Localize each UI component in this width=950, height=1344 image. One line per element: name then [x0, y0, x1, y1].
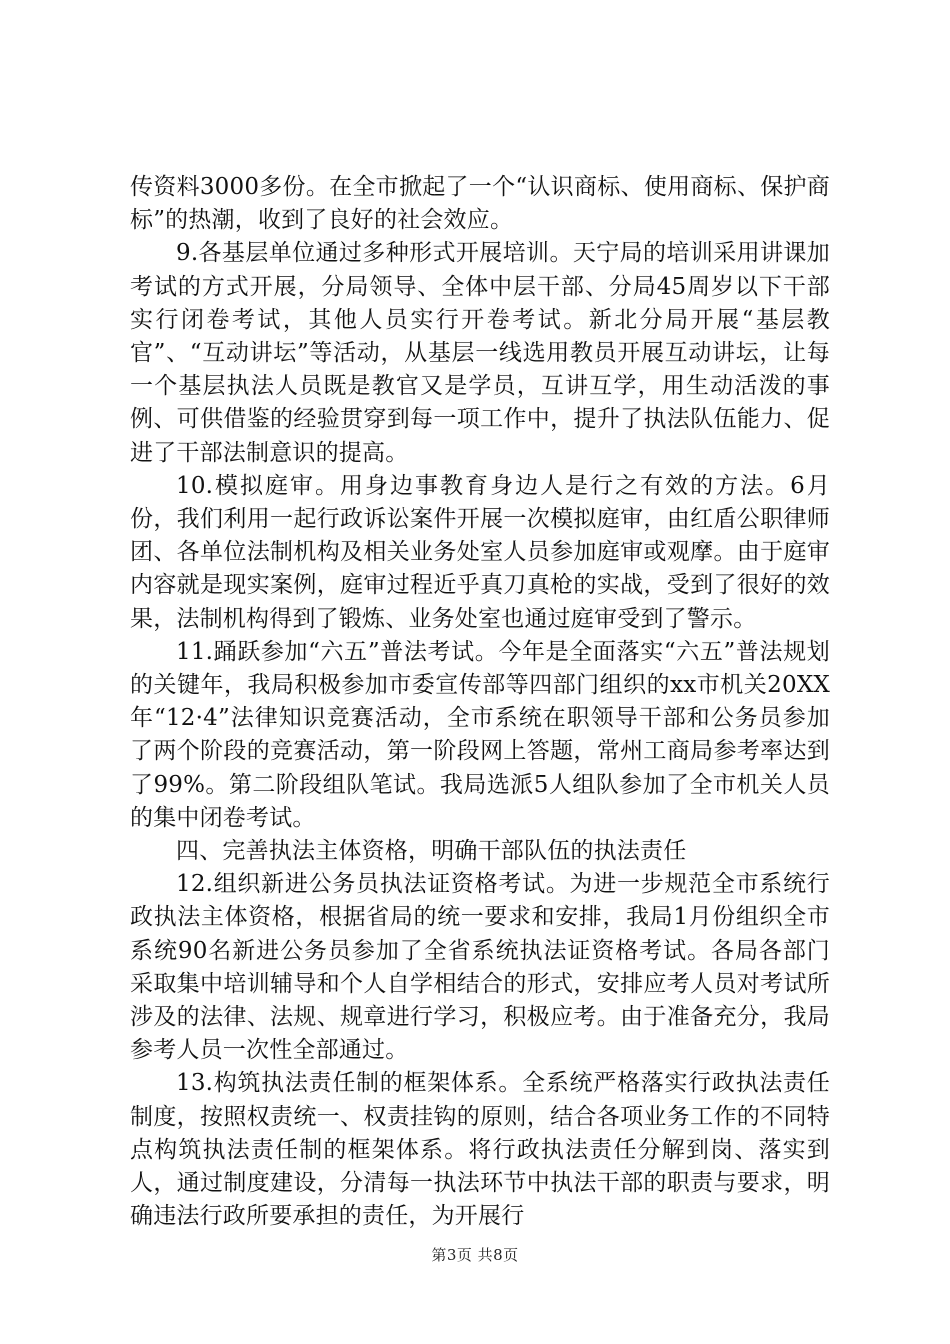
- section-heading-4: 四、完善执法主体资格，明确干部队伍的执法责任: [176, 838, 687, 865]
- paragraph-item-12: 12.组织新进公务员执法证资格考试。为进一步规范全市系统行政执法主体资格，根据省局的统一要求和安排，我局1月份组织全市系统90名新进公务员参加了全省系统执法证资格考试。各局各部门采取集中培训辅导和个人自学相结合的形式，安排应考人员对考试所涉及的法律、法规、规章进行学习，积极应考。由于准备充分，我局参考人员一次性全部通过。: [130, 871, 830, 1064]
- paragraph-item-9: 9.各基层单位通过多种形式开展培训。天宁局的培训采用讲课加考试的方式开展，分局领导、全体中层干部、分局45周岁以下干部实行闭卷考试，其他人员实行开卷考试。新北分局开展“基层教官”、“互动讲坛”等活动，从基层一线选用教员开展互动讲坛，让每一个基层执法人员既是教官又是学员，互讲互学，用生动活泼的事例、可供借鉴的经验贯穿到每一项工作中，提升了执法队伍能力、促进了干部法制意识的提高。: [130, 240, 830, 466]
- paragraph-item-13: 13.构筑执法责任制的框架体系。全系统严格落实行政执法责任制度，按照权责统一、权责挂钩的原则，结合各项业务工作的不同特点构筑执法责任制的框架体系。将行政执法责任分解到岗、落实到人，通过制度建设，分清每一执法环节中执法干部的职责与要求，明确违法行政所要承担的责任，为开展行: [130, 1070, 830, 1230]
- paragraph-continuation: 传资料3000多份。在全市掀起了一个“认识商标、使用商标、保护商标”的热潮，收到了良好的社会效应。: [130, 174, 830, 234]
- paragraph-item-11: 11.踊跃参加“六五”普法考试。今年是全面落实“六五”普法规划的关键年，我局积极参加市委宣传部等四部门组织的xx市机关20XX年“12·4”法律知识竞赛活动，全市系统在职领导干部和公务员参加了两个阶段的竞赛活动，第一阶段网上答题，常州工商局参考率达到了99%。第二阶段组队笔试。我局选派5人组队参加了全市机关人员的集中闭卷考试。: [130, 638, 830, 831]
- paragraph-item-10: 10.模拟庭审。用身边事教育身边人是行之有效的方法。6月份，我们利用一起行政诉讼案件开展一次模拟庭审，由红盾公职律师团、各单位法制机构及相关业务处室人员参加庭审或观摩。由于庭审内容就是现实案例，庭审过程近乎真刀真枪的实战，受到了很好的效果，法制机构得到了锻炼、业务处室也通过庭审受到了警示。: [130, 472, 830, 632]
- document-body: [130, 171, 830, 1234]
- page-number-footer: 第3页 共8页: [431, 1246, 519, 1264]
